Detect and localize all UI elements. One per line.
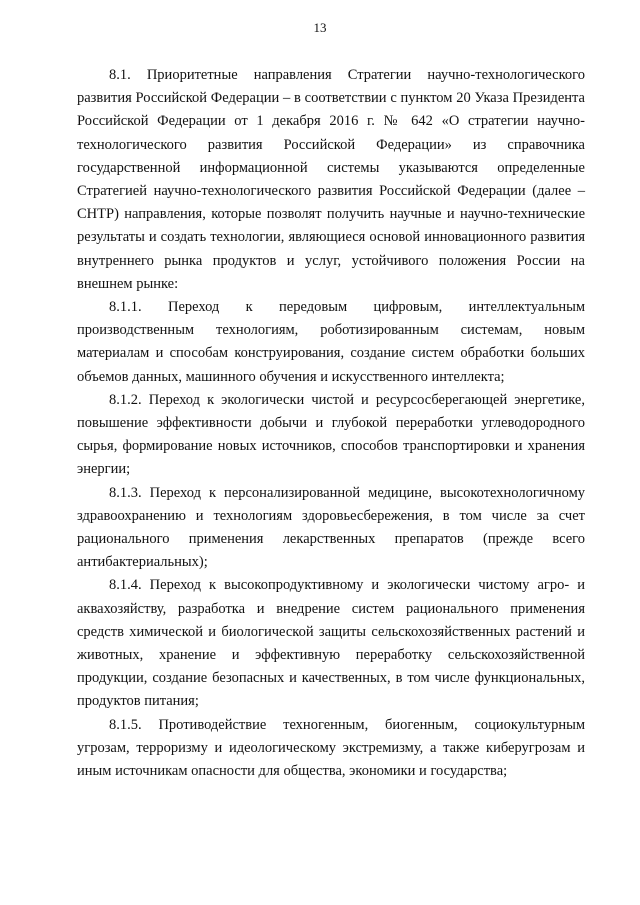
paragraph-8-1-5: 8.1.5. Противодействие техногенным, биогенным, социокультурным угрозам, терроризму и идеологическому экстремизму, а также киберугрозам и иным источникам опасности для общества, экономики и государства; (77, 716, 585, 780)
paragraph-8-1-1: 8.1.1. Переход к передовым цифровым, интеллектуальным производственным технологиям, роботизированным системам, новым материалам и способам конструирования, создание систем обработки больших объемов данных, машинного обучения и искусственного интеллекта; (77, 299, 585, 385)
paragraph-8-1-4: 8.1.4. Переход к высокопродуктивному и экологически чистому агро- и аквахозяйству, разработка и внедрение систем рационального применения средств химической и биологической защиты сельскохозяйственных растений и животных, хранение и эффективную переработку сельскохозяйственной продукции, создание безопасных и качественных, в том числе функциональных, продуктов питания; (77, 577, 585, 710)
paragraph-8-1-3: 8.1.3. Переход к персонализированной медицине, высокотехнологичному здравоохранению и технологиям здоровьесбережения, в том числе за счет рационального применения лекарственных препаратов (прежде всего антибактериальных); (77, 484, 585, 571)
paragraph-8-1: 8.1. Приоритетные направления Стратегии научно-технологического развития Российской Федерации – в соответствии с пунктом 20 Указа Президента Российской Федерации от 1 декабря 2016 г. № 642 «О стратегии научно-технологического развития Российской Федерации» из справочника государственной информационной системы указываются определенные Стратегией научно-технологического развития Российской Федерации (далее – СНТР) направления, которые позволят получить научные и научно-технические результаты и создать технологии, являющиеся основой инновационного развития внутреннего рынка продуктов и услуг, устойчивого положения России на внешнем рынке: (77, 67, 585, 292)
paragraph-8-1-2: 8.1.2. Переход к экологически чистой и ресурсосберегающей энергетике, повышение эффективности добычи и глубокой переработки углеводородного сырья, формирование новых источников, способов транспортировки и хранения энергии; (77, 391, 585, 478)
page-number: 13 (313, 20, 327, 35)
document-body (77, 64, 585, 783)
